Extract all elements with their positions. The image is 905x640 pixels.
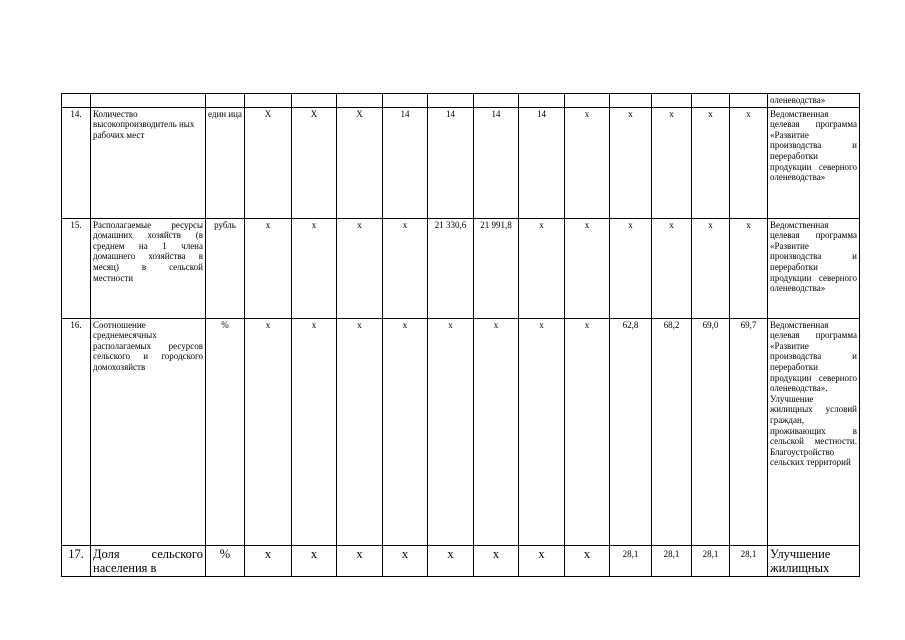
value-cell: х (730, 218, 768, 318)
value-cell: 28,1 (610, 545, 652, 576)
table-row (62, 318, 860, 545)
value-cell: х (474, 318, 519, 545)
value-cell: х (565, 318, 610, 545)
value-cell: 14 (474, 107, 519, 218)
value-cell: Х (337, 107, 383, 218)
value-cell: х (565, 545, 610, 576)
value-cell: Х (292, 107, 337, 218)
value-cell: х (428, 545, 474, 576)
table-row (62, 107, 860, 218)
value-cell: 68,2 (652, 318, 692, 545)
row-number: 16. (62, 318, 91, 545)
value-cell: х (692, 107, 730, 218)
value-cell: 62,8 (610, 318, 652, 545)
value-cell: х (292, 545, 337, 576)
value-cell (692, 94, 730, 108)
program-note: Ведомственная целевая программа «Развитие производства и переработки продукции северного оленеводства». Улучшение жилищных условий граждан, проживающих в сельской местности. Благоустройство сельских территорий (768, 318, 860, 545)
indicator-name: Количество высокопроизводитель ных рабочих мест (91, 107, 206, 218)
value-cell: х (292, 318, 337, 545)
value-cell: х (245, 218, 292, 318)
value-cell (292, 94, 337, 108)
unit-cell: един ица (206, 107, 245, 218)
value-cell: х (652, 107, 692, 218)
value-cell: х (730, 107, 768, 218)
value-cell: 28,1 (730, 545, 768, 576)
row-number: 17. (62, 545, 91, 576)
row-number (62, 94, 91, 108)
indicator-name: Соотношение среднемесячных располагаемых ресурсов сельского и городского домохозяйств (91, 318, 206, 545)
value-cell: х (428, 318, 474, 545)
value-cell: х (292, 218, 337, 318)
value-cell: х (245, 545, 292, 576)
value-cell: х (652, 218, 692, 318)
value-cell (474, 94, 519, 108)
table-row (62, 94, 860, 108)
indicator-name: Располагаемые ресурсы домашних хозяйств (в среднем на 1 члена домашнего хозяйства в месяц) в сельской местности (91, 218, 206, 318)
value-cell: х (474, 545, 519, 576)
value-cell: х (692, 218, 730, 318)
value-cell (730, 94, 768, 108)
value-cell (245, 94, 292, 108)
value-cell (428, 94, 474, 108)
indicator-name: Доля сельского населения в (91, 545, 206, 576)
value-cell: 69,0 (692, 318, 730, 545)
value-cell: 14 (519, 107, 565, 218)
value-cell (652, 94, 692, 108)
value-cell: х (519, 318, 565, 545)
value-cell (610, 94, 652, 108)
value-cell: 28,1 (652, 545, 692, 576)
value-cell: х (337, 218, 383, 318)
table-row (62, 218, 860, 318)
table-row (62, 545, 860, 576)
value-cell: х (565, 107, 610, 218)
program-note: оленеводства» (768, 94, 860, 108)
program-note: Ведомственная целевая программа «Развитие производства и переработки продукции северного оленеводства» (768, 218, 860, 318)
value-cell: х (565, 218, 610, 318)
row-number: 15. (62, 218, 91, 318)
value-cell: х (337, 318, 383, 545)
value-cell: 21 991,8 (474, 218, 519, 318)
unit-cell: рубль (206, 218, 245, 318)
value-cell: х (519, 545, 565, 576)
value-cell (383, 94, 428, 108)
program-note: Ведомственная целевая программа «Развитие производства и переработки продукции северного оленеводства» (768, 107, 860, 218)
row-number: 14. (62, 107, 91, 218)
value-cell: Х (245, 107, 292, 218)
value-cell: 14 (428, 107, 474, 218)
indicator-name (91, 94, 206, 108)
value-cell: х (383, 218, 428, 318)
value-cell: х (610, 218, 652, 318)
value-cell (565, 94, 610, 108)
value-cell (519, 94, 565, 108)
unit-cell: % (206, 318, 245, 545)
value-cell: х (383, 545, 428, 576)
value-cell: х (519, 218, 565, 318)
value-cell: 14 (383, 107, 428, 218)
value-cell: х (337, 545, 383, 576)
value-cell: х (245, 318, 292, 545)
value-cell: х (610, 107, 652, 218)
unit-cell (206, 94, 245, 108)
value-cell: 21 330,6 (428, 218, 474, 318)
indicators-table (61, 93, 860, 577)
program-note: Улучшение жилищных (768, 545, 860, 576)
value-cell (337, 94, 383, 108)
value-cell: 28,1 (692, 545, 730, 576)
value-cell: х (383, 318, 428, 545)
value-cell: 69,7 (730, 318, 768, 545)
unit-cell: % (206, 545, 245, 576)
